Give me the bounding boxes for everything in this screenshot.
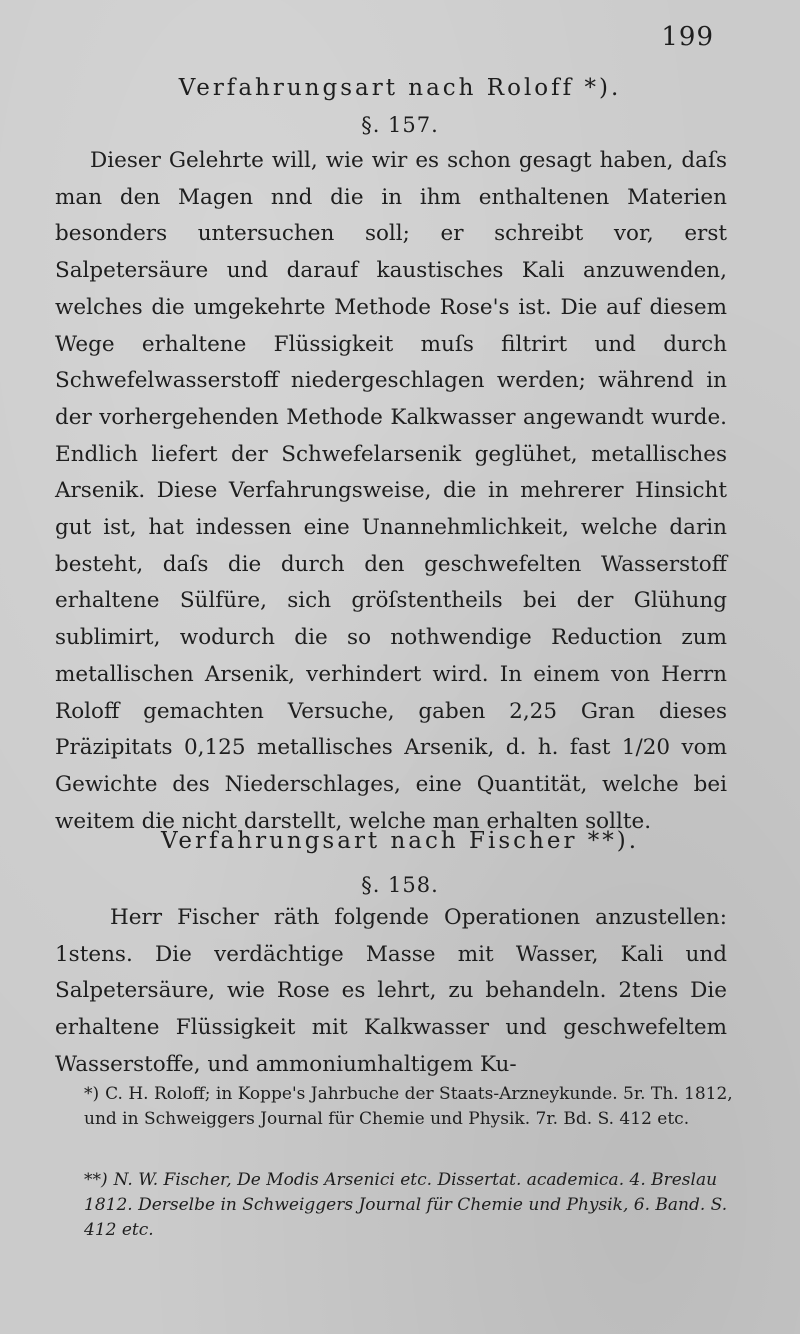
page-number: 199 [661, 22, 714, 52]
section-heading-fischer: Verfahrungsart nach Fischer **). [160, 828, 640, 854]
footnote-text: C. H. Roloff; in Koppe's Jahrbuche der Staats-Arzneykunde. 5r. Th. 1812, und in Schweiggers Journal für Chemie und Physik. 7r. Bd. S. 412 etc. [84, 1084, 733, 1129]
footnote-mark: *) [84, 1084, 100, 1104]
footnote-fischer [84, 1168, 734, 1243]
section-heading-roloff: Verfahrungsart nach Roloff *). [178, 75, 622, 101]
footnote-text: N. W. Fischer, De Modis Arsenici etc. Dissertat. academica. 4. Breslau 1812. Derselbe in Schweiggers Journal für Chemie und Physik, 6. Band. S. 412 etc. [84, 1170, 728, 1240]
footnote-mark: **) [84, 1170, 108, 1190]
paragraph-fischer: Herr Fischer räth folgende Operationen anzustellen: 1stens. Die verdächtige Masse mit Wasser, Kali und Salpetersäure, wie Rose es lehrt, zu behandeln. 2tens Die erhaltene Flüssigkeit mit Kalkwasser und geschwefeltem Wasserstoffe, und ammoniumhaltigem Ku- [55, 905, 727, 1077]
paragraph-mark-158: §. 158. [361, 873, 439, 897]
footnote-roloff [84, 1082, 734, 1132]
paragraph-roloff: Dieser Gelehrte will, wie wir es schon gesagt haben, daſs man den Magen nnd die in ihm enthaltenen Materien besonders untersuchen soll; er schreibt vor, erst Salpetersäure und darauf kaustisches Kali anzuwenden, welches die umgekehrte Methode Rose's ist. Die auf diesem Wege erhaltene Flüssigkeit muſs filtrirt und durch Schwefelwasserstoff niedergeschlagen werden; während in der vorhergehenden Methode Kalkwasser angewandt wurde. Endlich liefert der Schwefelarsenik geglühet, metallisches Arsenik. Diese Verfahrungsweise, die in mehrerer Hinsicht gut ist, hat indessen eine Unannehmlichkeit, welche darin besteht, daſs die durch den geschwefelten Wasserstoff erhaltene Sülfüre, sich gröſstentheils bei der Glühung sublimirt, wodurch die so nothwendige Reduction zum metallischen Arsenik, verhindert wird. In einem von Herrn Roloff gemachten Versuche, gaben 2,25 Gran dieses Präzipitats 0,125 metallisches Arsenik, d. h. fast 1/20 vom Gewichte des Niederschlages, eine Quantität, welche bei weitem die nicht darstellt, welche man erhalten sollte. [55, 148, 727, 834]
paragraph-mark-157: §. 157. [361, 113, 439, 137]
